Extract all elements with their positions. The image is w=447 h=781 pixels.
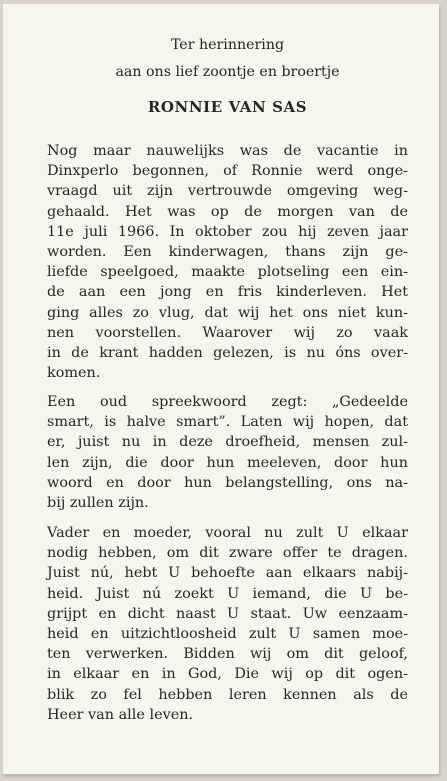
text-line: gehaald. Het was op de morgen van de (47, 203, 408, 220)
memorial-card (3, 4, 439, 774)
text-line: Heer van alle leven. (47, 706, 194, 723)
text-line: in de krant hadden gelezen, is nu óns over- (47, 344, 408, 361)
header-dedication: Ter herinnering (170, 37, 285, 53)
text-line: nodig hebben, om dit zware offer te dragen. (47, 545, 408, 562)
text-line: Vader en moeder, vooral nu zult U elkaar (47, 525, 408, 541)
deceased-name: RONNIE VAN SAS (147, 98, 308, 116)
header-subtitle: aan ons lief zoontje en broertje (115, 64, 340, 80)
text-line: grijpt en dicht naast U staat. Uw eenzaam- (47, 605, 408, 622)
text-line: woord en door hun belangstelling, ons na- (47, 474, 408, 491)
text-line: len zijn, die door hun meeleven, door hun (47, 454, 408, 471)
paragraph-3 (47, 523, 408, 725)
text-line: komen. (47, 365, 101, 382)
text-line: nen voorstellen. Waarover wij zo vaak (47, 324, 408, 341)
paragraph-1 (47, 141, 408, 383)
text-line: smart, is halve smart”. Laten wij hopen, dat (47, 414, 408, 431)
text-line: heid en uitzichtloosheid zult U samen moe- (47, 625, 408, 642)
text-line: 11e juli 1966. In oktober zou hij zeven jaar (47, 223, 408, 240)
text-line: heid. Juist nú zoekt U iemand, die U be- (47, 585, 408, 602)
text-line: in elkaar en in God, Die wij op dit ogen- (47, 666, 408, 683)
text-line: Een oud spreekwoord zegt: „Gedeelde (47, 394, 408, 410)
text-line: blik zo fel hebben leren kennen als de (47, 686, 408, 703)
text-line: Juist nú, hebt U behoefte aan elkaars nabij- (47, 565, 408, 582)
text-line: ging alles zo vlug, dat wij het ons niet kun- (47, 304, 408, 321)
text-line: bij zullen zijn. (47, 494, 149, 511)
text-line: de aan een jong en fris kinderleven. Het (47, 284, 408, 301)
text-line: er, juist nu in deze droefheid, mensen zul- (47, 434, 408, 451)
text-line: Dinxperlo begonnen, of Ronnie werd onge- (47, 163, 408, 180)
text-line: vraagd uit zijn vertrouwde omgeving weg- (47, 183, 408, 200)
text-line: Nog maar nauwelijks was de vacantie in (47, 143, 408, 159)
paragraph-2 (47, 392, 408, 513)
text-line: liefde speelgoed, maakte plotseling een ein- (47, 264, 408, 281)
text-line: ten verwerken. Bidden wij om dit geloof, (47, 646, 408, 663)
text-line: worden. Een kinderwagen, thans zijn ge- (47, 243, 408, 260)
